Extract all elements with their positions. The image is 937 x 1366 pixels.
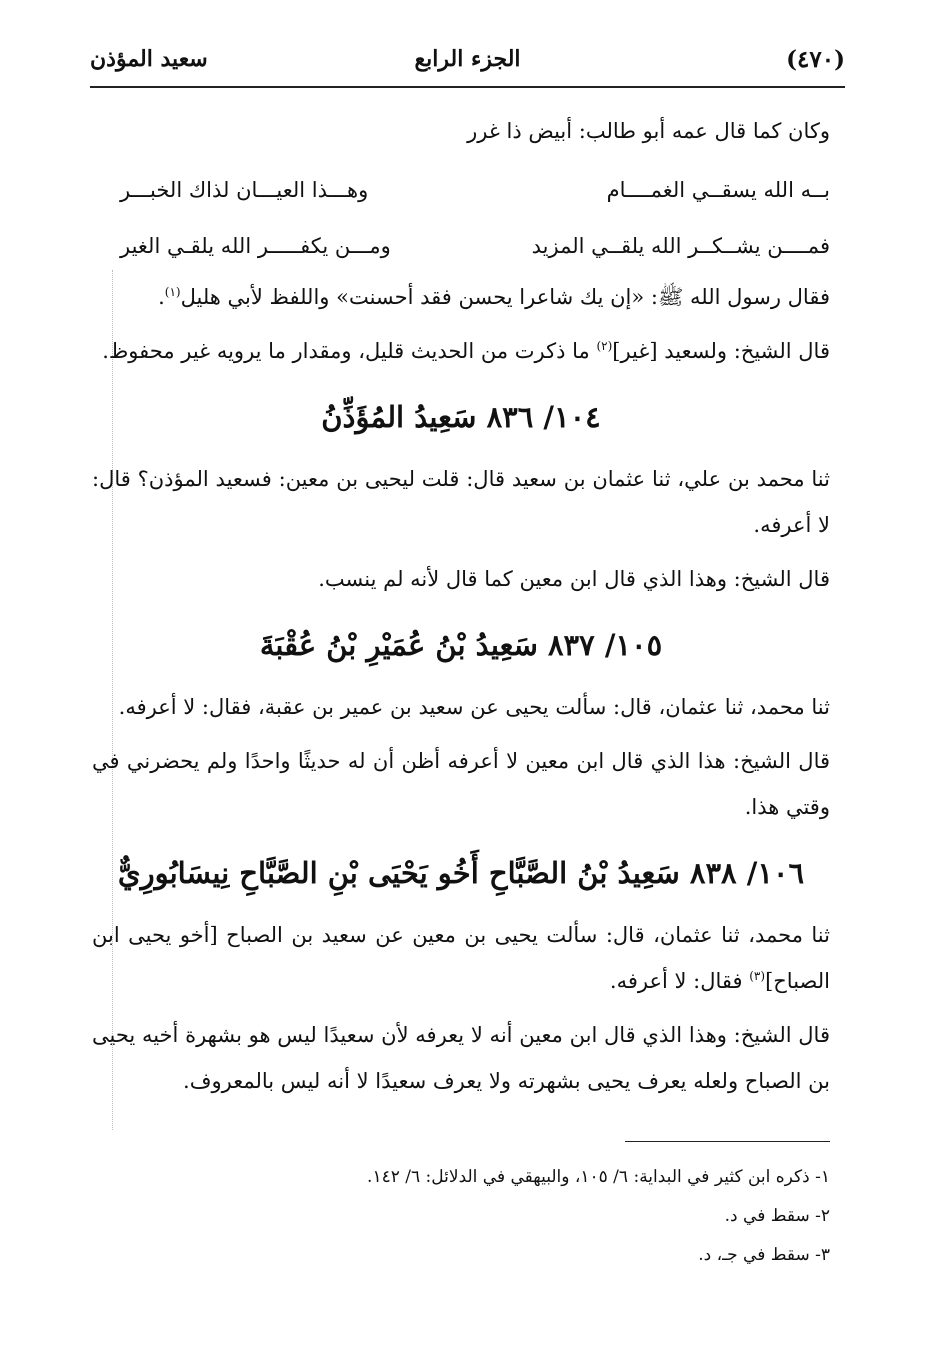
footnote-item: ٣- سقط في جـ، د. xyxy=(698,1245,830,1265)
verse-line xyxy=(92,218,830,274)
sheikh-comment xyxy=(92,328,830,374)
intro-line: وكان كما قال عمه أبو طالب: أبيض ذا غرر xyxy=(467,119,830,143)
part-title: الجزء الرابع xyxy=(414,46,521,72)
entry-106-narration-post: فقال: لا أعرفه. xyxy=(609,969,750,993)
main-text xyxy=(92,108,830,1112)
running-header xyxy=(90,38,845,86)
hadith-tail: . xyxy=(158,285,165,309)
entry-106-comment: قال الشيخ: وهذا الذي قال ابن معين أنه لا يعرفه لأن سعيدًا ليس هو بشهرة أخيه يحيى بن الصباح ولعله يعرف يحيى بشهرته ولا يعرف سعيدًا لا أنه ليس بالمعروف. xyxy=(92,1023,830,1093)
entry-title-105: ١٠٥/ ٨٣٧ سَعِيدُ بْنُ عُمَيْرِ بْنُ عُقْبَةَ xyxy=(259,628,663,662)
sheikh-comment-post: ما ذكرت من الحديث قليل، ومقدار ما يرويه غير محفوظ. xyxy=(102,339,597,363)
entry-105-comment: قال الشيخ: هذا الذي قال ابن معين لا أعرفه أظن أن له حديثًا واحدًا ولم يحضرني في وقتي هذا. xyxy=(92,749,830,819)
entry-title-106: ١٠٦/ ٨٣٨ سَعِيدُ بْنُ الصَّبَّاحِ أَخُو يَحْيَى بْنِ الصَّبَّاحِ نِيسَابُورِيٌّ xyxy=(117,856,805,890)
verse-line xyxy=(92,162,830,218)
verse-hemistich-left: ومـــن يكفـــــر الله يلقـي الغير xyxy=(120,234,391,258)
verse-hemistich-right: فمــــن يشــكــر الله يلقــي المزيد xyxy=(531,234,830,258)
footnote-item: ١- ذكره ابن كثير في البداية: ٦/ ١٠٥، والبيهقي في الدلائل: ٦/ ١٤٢. xyxy=(367,1167,830,1187)
footnote-ref[interactable]: (٢) xyxy=(596,339,613,353)
entry-104-narration: ثنا محمد بن علي، ثنا عثمان بن سعيد قال: قلت ليحيى بن معين: فسعيد المؤذن؟ قال: لا أعرفه. xyxy=(92,467,830,537)
entry-105-narration: ثنا محمد، ثنا عثمان، قال: سألت يحيى عن سعيد بن عمير بن عقبة، فقال: لا أعرفه. xyxy=(118,695,830,719)
footnote-ref[interactable]: (٣) xyxy=(749,969,766,983)
chapter-title: سعيد المؤذن xyxy=(90,46,208,72)
footnotes xyxy=(92,1158,830,1275)
verse-hemistich-right: بــه الله يسقــي الغمــــام xyxy=(606,178,830,202)
footnote-item: ٢- سقط في د. xyxy=(724,1206,830,1226)
header-rule xyxy=(90,86,845,88)
sheikh-comment-pre: قال الشيخ: ولسعيد [غير] xyxy=(612,339,830,363)
footnote-rule xyxy=(625,1141,830,1142)
hadith-paragraph xyxy=(92,274,830,320)
verse-hemistich-left: وهـــذا العيـــان لذاك الخبـــر xyxy=(120,178,369,202)
page-number: (٤٧٠) xyxy=(786,46,845,73)
footnote-ref[interactable]: (١) xyxy=(164,285,181,299)
entry-106-narration-pre: ثنا محمد، ثنا عثمان، قال: سألت يحيى بن معين عن سعيد بن الصباح [أخو يحيى ابن الصباح] xyxy=(92,923,830,993)
entry-106-narration xyxy=(92,912,830,1004)
hadith-text: فقال رسول الله ﷺ: «إن يك شاعرا يحسن فقد أحسنت» واللفظ لأبي هليل xyxy=(180,285,830,309)
entry-104-comment: قال الشيخ: وهذا الذي قال ابن معين كما قال لأنه لم ينسب. xyxy=(318,567,830,591)
entry-title-104: ١٠٤/ ٨٣٦ سَعِيدُ المُؤَذِّنُ xyxy=(321,400,601,434)
